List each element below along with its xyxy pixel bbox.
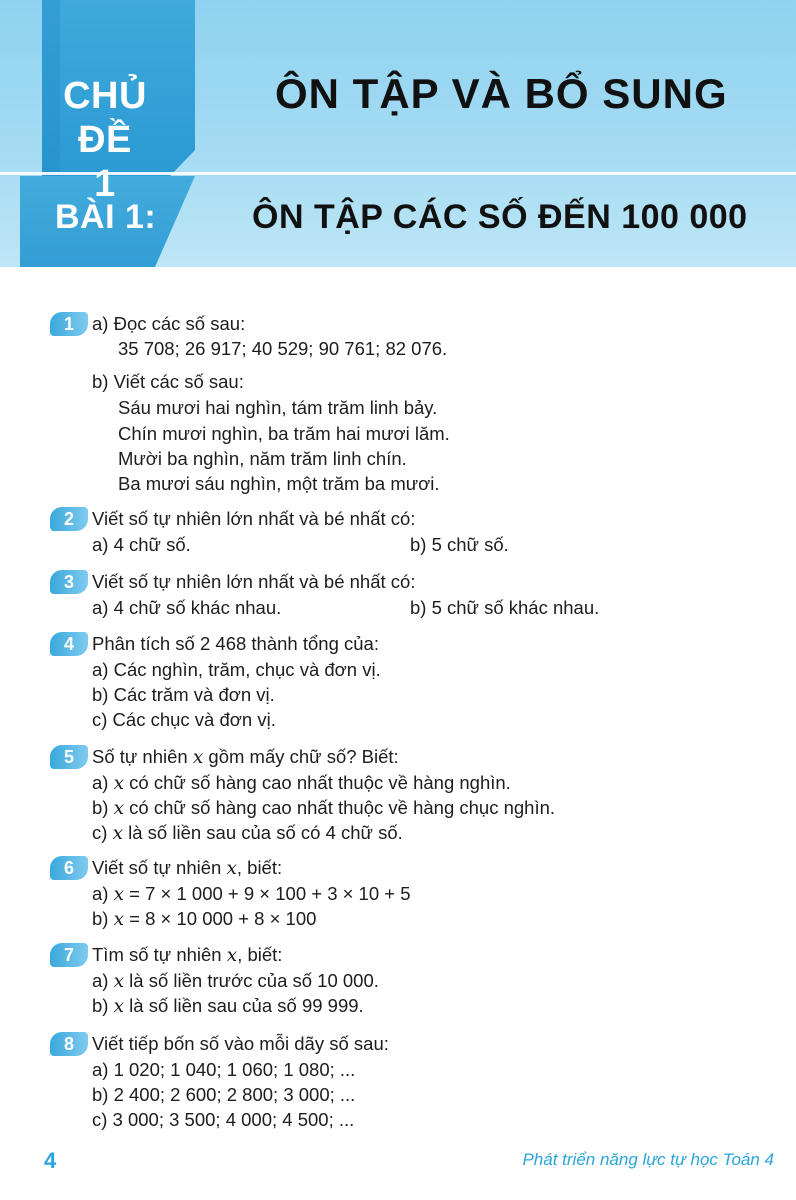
exercise-number-badge: 4 — [50, 632, 88, 656]
exercise-line: Ba mươi sáu nghìn, một trăm ba mươi. — [118, 473, 440, 494]
exercise-line: b) 5 chữ số khác nhau. — [410, 597, 600, 618]
exercise-line: b) 5 chữ số. — [410, 534, 509, 555]
exercise-line: Viết số tự nhiên lớn nhất và bé nhất có: — [92, 508, 416, 529]
exercise-line: Sáu mươi hai nghìn, tám trăm linh bảy. — [118, 397, 438, 418]
exercise-number-badge: 8 — [50, 1032, 88, 1056]
exercise-line: c) 3 000; 3 500; 4 000; 4 500; ... — [92, 1109, 355, 1130]
chapter-number: 1 — [94, 163, 116, 205]
lesson-title: ÔN TẬP CÁC SỐ ĐẾN 100 000 — [252, 198, 748, 236]
exercise-number-badge: 3 — [50, 570, 88, 594]
lesson-label: BÀI 1: — [55, 198, 157, 236]
exercise-line: c) x là số liền sau của số có 4 chữ số. — [92, 822, 403, 844]
page-number: 4 — [44, 1148, 57, 1173]
exercise-line: Chín mươi nghìn, ba trăm hai mươi lăm. — [118, 423, 450, 444]
exercise-number-badge: 1 — [50, 312, 88, 336]
exercise-line: b) x có chữ số hàng cao nhất thuộc về hàng chục nghìn. — [92, 797, 556, 819]
exercise-line: a) x là số liền trước của số 10 000. — [92, 970, 379, 992]
exercise-line: b) Các trăm và đơn vị. — [92, 684, 275, 705]
exercise-line: a) 4 chữ số. — [92, 534, 191, 555]
exercise-line: Viết tiếp bốn số vào mỗi dãy số sau: — [92, 1033, 389, 1054]
exercise-line: b) x là số liền sau của số 99 999. — [92, 995, 364, 1017]
exercise-line: Số tự nhiên x gồm mấy chữ số? Biết: — [92, 746, 399, 768]
exercise-number-badge: 6 — [50, 856, 88, 880]
exercise-line: Viết số tự nhiên lớn nhất và bé nhất có: — [92, 571, 416, 592]
chapter-label — [40, 74, 170, 206]
chapter-label-text: CHỦ ĐỀ — [63, 75, 147, 161]
exercise-line: b) Viết các số sau: — [92, 371, 244, 392]
exercise-line: Mười ba nghìn, năm trăm linh chín. — [118, 448, 407, 469]
exercise-line: a) x có chữ số hàng cao nhất thuộc về hàng nghìn. — [92, 772, 511, 794]
exercise-line: 35 708; 26 917; 40 529; 90 761; 82 076. — [118, 338, 448, 359]
book-title: Phát triển năng lực tự học Toán 4 — [522, 1150, 774, 1169]
exercise-line: b) x = 8 × 10 000 + 8 × 100 — [92, 908, 317, 930]
exercise-line: a) Đọc các số sau: — [92, 313, 246, 334]
exercise-line: Viết số tự nhiên x, biết: — [92, 857, 283, 879]
exercise-line: Phân tích số 2 468 thành tổng của: — [92, 633, 379, 654]
exercise-number-badge: 2 — [50, 507, 88, 531]
exercise-line: a) x = 7 × 1 000 + 9 × 100 + 3 × 10 + 5 — [92, 883, 411, 905]
exercise-line: b) 2 400; 2 600; 2 800; 3 000; ... — [92, 1084, 356, 1105]
exercise-line: c) Các chục và đơn vị. — [92, 709, 276, 730]
exercise-line: a) 4 chữ số khác nhau. — [92, 597, 282, 618]
exercise-line: Tìm số tự nhiên x, biết: — [92, 944, 283, 966]
exercise-line: a) 1 020; 1 040; 1 060; 1 080; ... — [92, 1059, 356, 1080]
exercise-line: a) Các nghìn, trăm, chục và đơn vị. — [92, 659, 381, 680]
exercise-number-badge: 7 — [50, 943, 88, 967]
exercise-number-badge: 5 — [50, 745, 88, 769]
chapter-title: ÔN TẬP VÀ BỔ SUNG — [275, 70, 728, 117]
